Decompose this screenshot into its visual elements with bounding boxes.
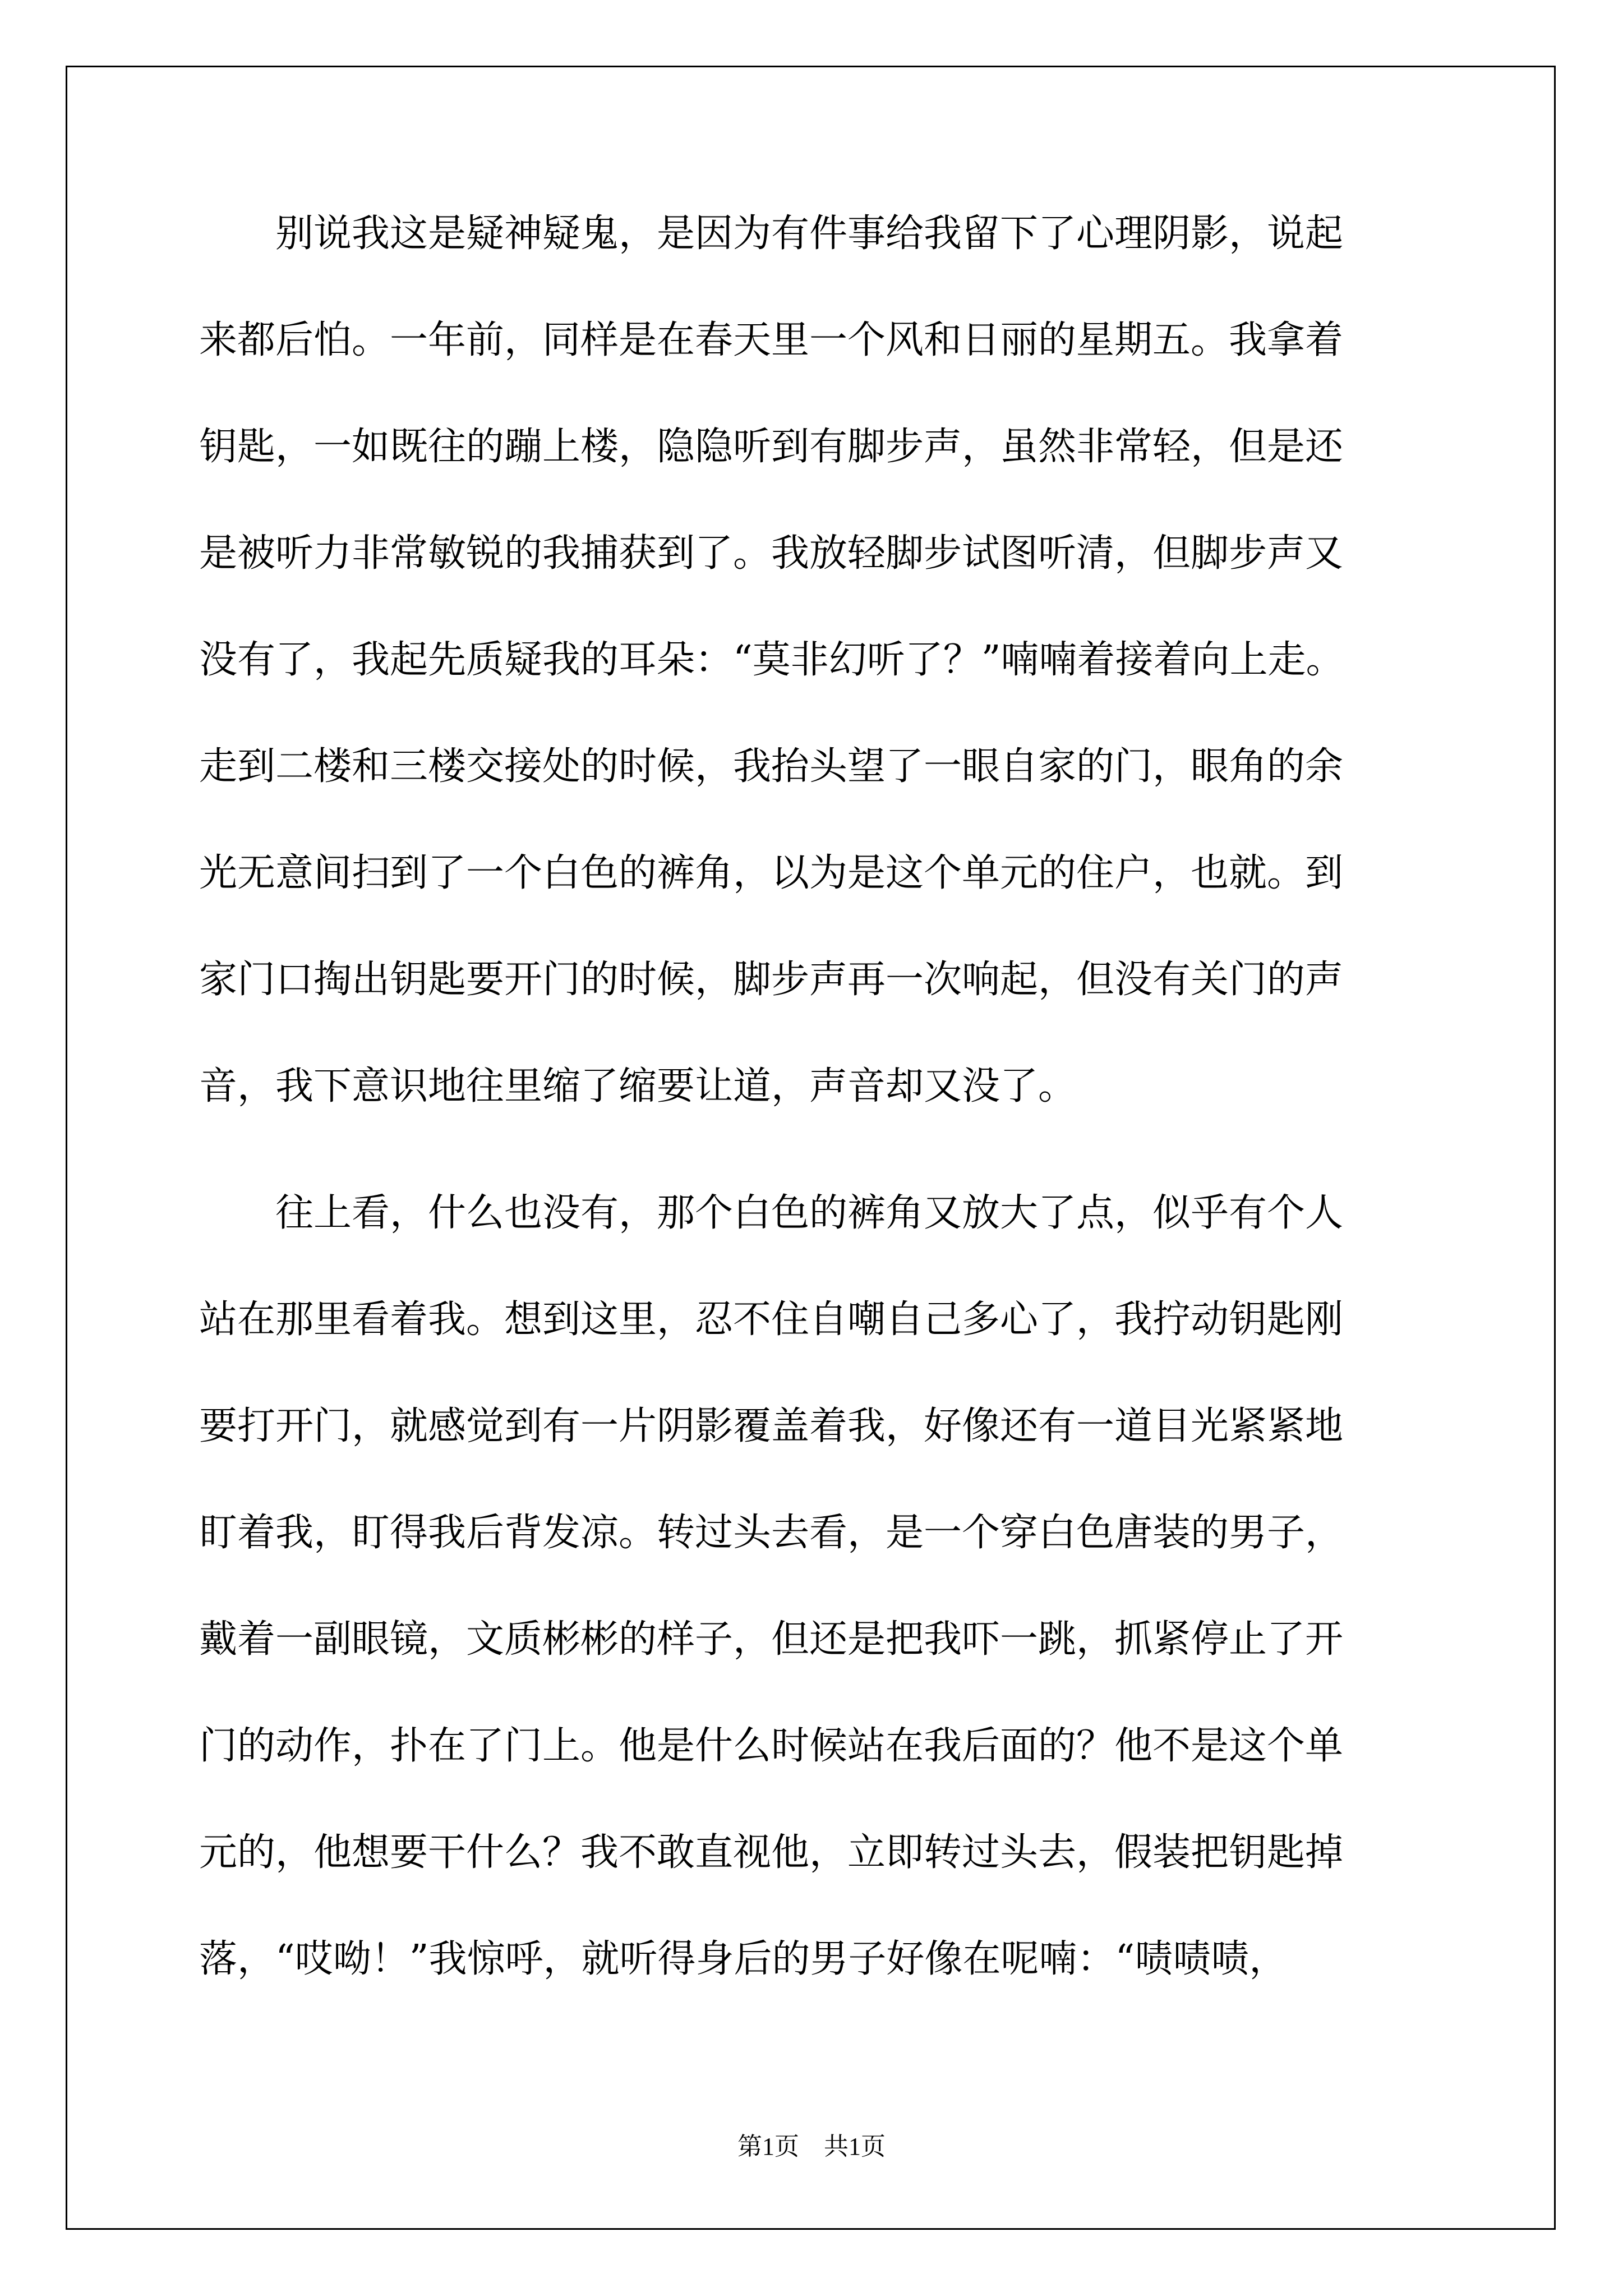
- text-line: 钥匙，一如既往的蹦上楼，隐隐听到有脚步声，虽然非常轻，但是还: [199, 425, 1344, 469]
- text-line: 来都后怕。一年前，同样是在春天里一个风和日丽的星期五。我拿着: [199, 318, 1344, 362]
- text-line: 要打开门，就感觉到有一片阴影覆盖着我，好像还有一道目光紧紧地: [199, 1404, 1344, 1448]
- text-line: 走到二楼和三楼交接处的时候，我抬头望了一眼自家的门，眼角的余: [199, 744, 1344, 789]
- text-line: 落，“哎呦！”我惊呼，就听得身后的男子好像在呢喃：“啧啧啧，: [199, 1937, 1288, 1981]
- text-line: 光无意间扫到了一个白色的裤角，以为是这个单元的住户，也就。到: [199, 851, 1344, 895]
- text-line: 是被听力非常敏锐的我捕获到了。我放轻脚步试图听清，但脚步声又: [199, 531, 1344, 576]
- paragraph-2: [199, 1191, 1427, 1981]
- paragraph-1: [199, 211, 1427, 1108]
- text-line: 盯着我，盯得我后背发凉。转过头去看，是一个穿白色唐装的男子，: [199, 1511, 1344, 1555]
- text-line: 门的动作，扑在了门上。他是什么时候站在我后面的？他不是这个单: [199, 1724, 1344, 1768]
- text-line: 音，我下意识地往里缩了缩要让道，声音却又没了。: [199, 1064, 1077, 1108]
- text-line: 没有了，我起先质疑我的耳朵：“莫非幻听了？”喃喃着接着向上走。: [199, 638, 1344, 682]
- text-line: 别说我这是疑神疑鬼，是因为有件事给我留下了心理阴影，说起: [199, 211, 1344, 256]
- text-line: 往上看，什么也没有，那个白色的裤角又放大了点，似乎有个人: [199, 1191, 1344, 1235]
- text-line: 家门口掏出钥匙要开门的时候，脚步声再一次响起，但没有关门的声: [199, 958, 1344, 1002]
- text-line: 站在那里看着我。想到这里，忍不住自嘲自己多心了，我拧动钥匙刚: [199, 1297, 1344, 1342]
- page-number-footer: 第1页 共1页: [737, 2133, 886, 2160]
- document-body: [199, 211, 1427, 2047]
- text-line: 戴着一副眼镜，文质彬彬的样子，但还是把我吓一跳，抓紧停止了开: [199, 1617, 1344, 1662]
- text-line: 元的，他想要干什么？我不敢直视他，立即转过头去，假装把钥匙掉: [199, 1830, 1344, 1875]
